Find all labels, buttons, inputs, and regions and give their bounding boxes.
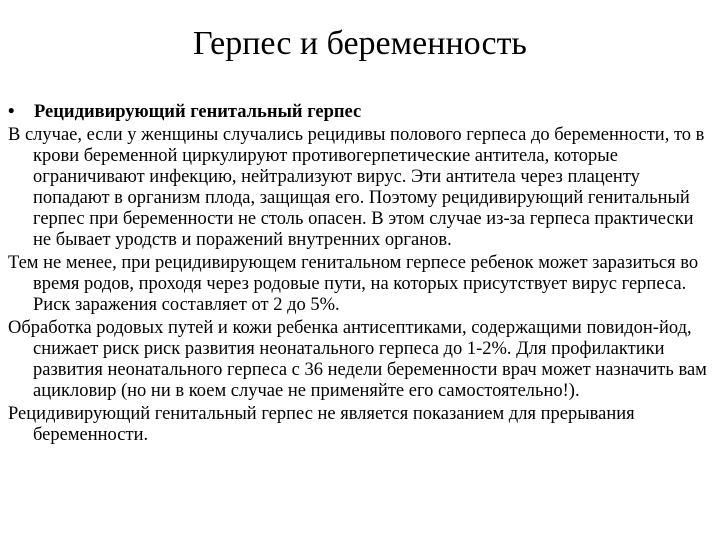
paragraph-conclusion: Рецидивирующий генитальный герпес не является показанием для прерывания беременности. — [8, 404, 635, 445]
bullet-dot-icon: • — [8, 102, 15, 122]
bullet-heading-text: Рецидивирующий генитальный герпес — [34, 102, 362, 122]
paragraph-prophylaxis: Обработка родовых путей и кожи ребенка антисептиками, содержащими повидон-йод, снижает риск риск развития неонатального герпеса до 1-2%. Для профилактики развития неонатального герпеса с 36 недели беременности врач может назначить вам ацикловир (но ни в коем случае не применяйте его самостоятельно!). — [8, 318, 707, 401]
bullet-heading — [8, 102, 714, 123]
paragraph-delivery-risk: Тем не менее, при рецидивирующем генитальном герпесе ребенок может заразиться во время родов, проходя через родовые пути, на которых присутствует вирус герпеса. Риск заражения составляет от 2 до 5%. — [8, 253, 699, 315]
slide-title: Герпес и беременность — [193, 25, 527, 62]
slide-content — [8, 102, 714, 448]
paragraph-prior-immunity: В случае, если у женщины случались рецидивы полового герпеса до беременности, то в крови беременной циркулируют противогерпетические антитела, которые ограничивают инфекцию, нейтрализуют вирус. Эти антитела через плаценту попадают в организм плода, защищая его. Поэтому рецидивирующий генитальный герпес при беременности не столь опасен. В этом случае из-за герпеса практически не бывает уродств и поражений внутренних органов. — [8, 125, 705, 250]
